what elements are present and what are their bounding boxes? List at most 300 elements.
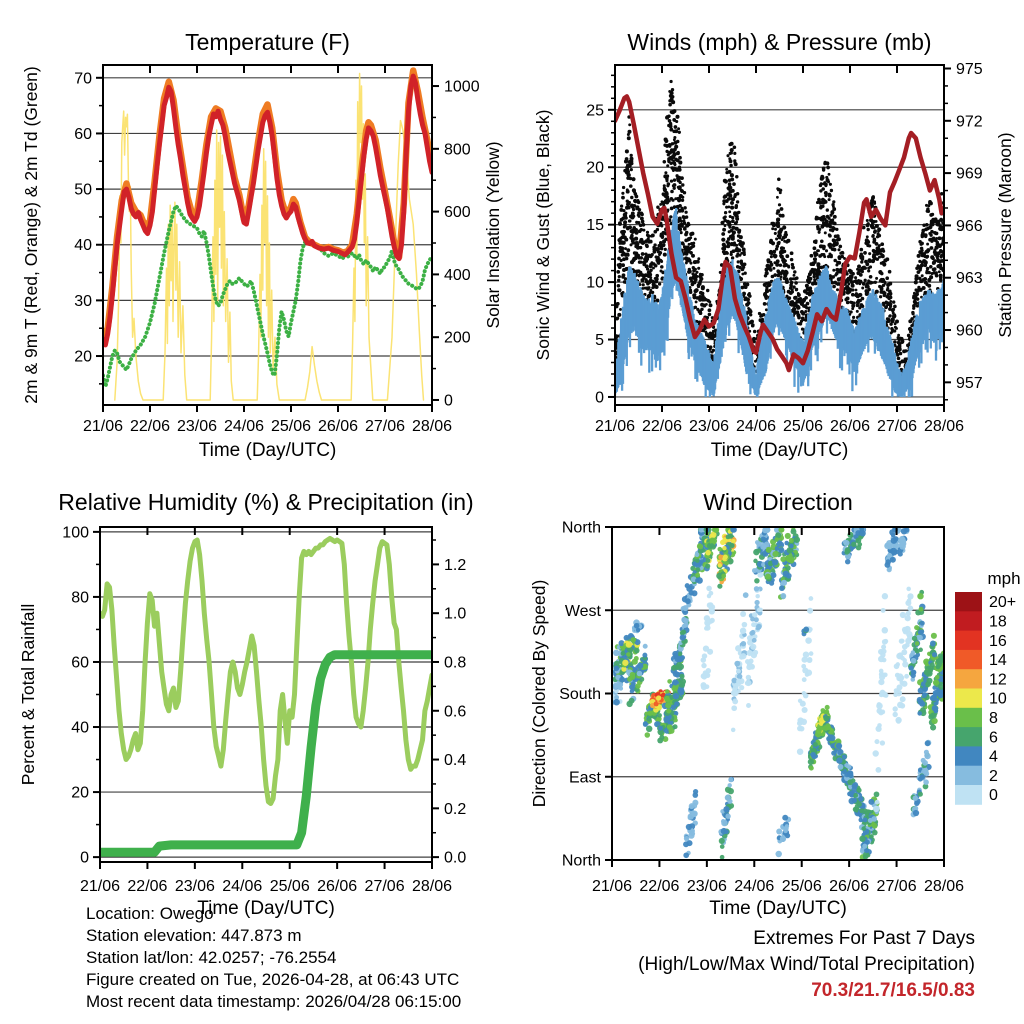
gust-dot (865, 262, 869, 266)
direction-dot (915, 649, 920, 654)
gust-dot (733, 152, 736, 155)
gust-dot (691, 232, 695, 236)
gust-dot (706, 289, 709, 292)
gust-dot (680, 176, 684, 180)
gust-dot (915, 292, 919, 296)
direction-dot (778, 547, 784, 553)
gust-dot (622, 186, 625, 189)
gust-dot (621, 192, 624, 195)
gust-dot (670, 80, 673, 83)
gust-dot (616, 316, 619, 319)
direction-dot (868, 799, 874, 805)
direction-dot (879, 692, 884, 697)
gust-dot (869, 265, 872, 268)
direction-dot (740, 628, 746, 634)
direction-dot (810, 752, 816, 758)
direction-dot (667, 724, 673, 730)
gust-dot (641, 223, 645, 227)
direction-dot (813, 742, 818, 747)
gust-dot (864, 279, 867, 282)
gust-dot (868, 252, 871, 255)
gust-dot (679, 195, 682, 198)
direction-dot (797, 726, 803, 732)
y-tick-label-right: 969 (956, 165, 983, 183)
winds-pressure-chart (512, 0, 1024, 470)
gust-dot (664, 248, 667, 251)
gust-dot (630, 234, 634, 238)
gust-dot (730, 148, 734, 152)
gust-dot (697, 267, 700, 270)
y-tick-label-left: 15 (586, 217, 604, 235)
gust-dot (793, 274, 796, 277)
gust-dot (694, 268, 697, 271)
gust-dot (824, 194, 827, 197)
y-tick-label-right: 0.4 (444, 752, 467, 770)
gust-dot (783, 240, 786, 243)
direction-dot (665, 702, 671, 708)
gust-dot (866, 219, 869, 222)
gust-dot (692, 242, 695, 245)
gust-dot (829, 183, 832, 186)
gust-dot (895, 320, 899, 324)
direction-dot (723, 554, 728, 559)
gust-dot (859, 273, 863, 277)
y-tick-label-left: 25 (586, 102, 604, 120)
direction-dot (843, 540, 847, 544)
x-tick-label: 25/06 (270, 418, 312, 435)
gust-dot (773, 254, 777, 258)
direction-dot (681, 617, 687, 623)
direction-dot (803, 651, 809, 657)
direction-dot (754, 600, 759, 605)
gust-dot (658, 253, 661, 256)
x-tick-label: 25/06 (782, 418, 824, 435)
gust-dot (785, 280, 789, 284)
gust-dot (640, 261, 643, 264)
direction-dot (883, 639, 888, 644)
gust-dot (863, 251, 867, 255)
direction-dot (881, 608, 886, 613)
gust-dot (670, 207, 674, 211)
direction-dot (630, 675, 635, 680)
direction-dot (693, 789, 698, 794)
gust-dot (619, 308, 622, 311)
x-tick-label: 28/06 (411, 878, 453, 895)
x-tick-label: 23/06 (176, 418, 218, 435)
direction-dot (755, 594, 759, 598)
x-tick-label: 27/06 (364, 418, 406, 435)
direction-dot (695, 559, 699, 563)
gust-dot (825, 224, 828, 227)
gust-dot (619, 208, 623, 212)
gust-dot (656, 205, 659, 208)
gust-dot (784, 231, 787, 234)
gust-dot (782, 225, 786, 229)
gust-dot (831, 203, 834, 206)
gust-dot (821, 176, 824, 179)
gust-dot (778, 203, 781, 206)
gust-dot (835, 282, 838, 285)
gust-dot (682, 215, 685, 218)
y-tick-label-left: 5 (595, 332, 604, 350)
gust-dot (627, 206, 631, 210)
gust-dot (868, 281, 872, 285)
direction-dot (679, 681, 685, 687)
chart-title: Relative Humidity (%) & Precipitation (in) (58, 489, 474, 515)
gust-dot (882, 250, 885, 253)
direction-dot (823, 715, 829, 721)
direction-dot (645, 732, 651, 738)
gust-dot (785, 254, 789, 258)
gust-dot (784, 259, 787, 262)
direction-dot (730, 543, 735, 548)
gust-dot (940, 254, 943, 257)
gust-dot (928, 200, 932, 204)
direction-dot (897, 673, 903, 679)
gust-dot (821, 216, 824, 219)
gust-dot (930, 246, 934, 250)
direction-dot (803, 626, 809, 632)
gust-dot (619, 263, 622, 266)
gust-dot (929, 234, 932, 237)
gust-dot (637, 256, 641, 260)
plot-frame (100, 527, 432, 862)
direction-dot (878, 656, 885, 663)
gust-dot (664, 137, 668, 141)
direction-dot (802, 677, 807, 682)
gust-dot (726, 241, 730, 245)
direction-dot (681, 630, 686, 635)
gust-dot (634, 237, 638, 241)
gust-dot (670, 197, 673, 200)
gust-dot (642, 263, 646, 267)
gust-dot (671, 95, 675, 99)
gust-dot (678, 166, 681, 169)
y-tick-label-right: 600 (444, 204, 471, 222)
gust-dot (893, 305, 897, 309)
direction-dot (802, 707, 808, 713)
direction-dot (900, 696, 906, 702)
direction-dot (845, 559, 850, 564)
gust-dot (765, 308, 768, 311)
direction-dot (705, 625, 711, 631)
gust-dot (737, 211, 740, 214)
gust-dot (780, 246, 784, 250)
gust-dot (628, 201, 631, 204)
direction-dot (893, 536, 898, 541)
gust-dot (773, 273, 777, 277)
direction-dot (752, 638, 757, 643)
gust-dot (888, 302, 891, 305)
direction-dot (780, 593, 786, 599)
gust-dot (641, 220, 645, 224)
gust-dot (638, 208, 642, 212)
gust-dot (637, 269, 641, 273)
gust-dot (668, 145, 671, 148)
gust-dot (736, 192, 740, 196)
direction-dot (705, 564, 710, 569)
gust-dot (879, 295, 882, 298)
gust-dot (688, 268, 691, 271)
direction-dot (908, 606, 914, 612)
gust-dot (670, 158, 673, 161)
gust-dot (794, 281, 798, 285)
direction-dot (782, 815, 788, 821)
gust-dot (689, 289, 692, 292)
direction-dot (925, 740, 931, 746)
gust-dot (765, 288, 769, 292)
gust-dot (671, 88, 674, 91)
direction-dot (775, 851, 781, 857)
gust-dot (787, 296, 791, 300)
gust-dot (808, 293, 811, 296)
gust-dot (737, 239, 740, 242)
direction-dot (749, 631, 754, 636)
gust-dot (790, 258, 794, 262)
gust-dot (649, 276, 652, 279)
gust-dot (874, 229, 877, 232)
gust-dot (646, 231, 649, 234)
direction-dot (915, 641, 920, 646)
gust-dot (726, 154, 729, 157)
x-tick-label: 24/06 (735, 418, 777, 435)
x-tick-label: 26/06 (317, 878, 358, 895)
gust-dot (742, 266, 745, 269)
direction-dot (731, 705, 737, 711)
direction-dot (637, 663, 643, 669)
gust-dot (873, 250, 876, 253)
direction-dot (913, 795, 919, 801)
gust-dot (656, 247, 660, 251)
gust-dot (750, 320, 754, 324)
direction-dot (761, 536, 766, 541)
direction-dot (630, 637, 636, 643)
gust-dot (938, 225, 941, 228)
gust-dot (680, 220, 683, 223)
gust-dot (736, 200, 739, 203)
direction-dot (855, 538, 861, 544)
gust-dot (938, 264, 942, 268)
gust-dot (647, 237, 650, 240)
gust-dot (703, 297, 706, 300)
direction-dot (856, 545, 861, 550)
gust-dot (816, 201, 819, 204)
gust-dot (919, 241, 922, 244)
gust-dot (670, 92, 673, 95)
direction-dot (875, 800, 880, 805)
gust-dot (735, 175, 738, 178)
gust-dot (877, 234, 881, 238)
direction-dot (630, 689, 634, 693)
gust-dot (675, 115, 679, 119)
direction-dot (613, 666, 619, 672)
direction-dot (789, 538, 794, 543)
direction-dot (887, 544, 892, 549)
gust-dot (889, 295, 893, 299)
gust-dot (839, 252, 842, 255)
gust-dot (635, 254, 638, 257)
direction-dot (720, 855, 725, 860)
direction-dot (851, 542, 856, 547)
direction-dot (893, 712, 898, 717)
gust-dot (837, 248, 840, 251)
gust-dot (729, 152, 732, 155)
gust-dot (802, 305, 805, 308)
direction-dot (690, 831, 695, 836)
gust-dot (813, 280, 816, 283)
gust-dot (728, 179, 732, 183)
gust-dot (730, 201, 734, 205)
direction-dot (765, 573, 771, 579)
gust-dot (626, 170, 630, 174)
gust-dot (777, 178, 781, 182)
direction-dot (753, 650, 758, 655)
gust-dot (852, 316, 855, 319)
direction-dot (706, 558, 711, 563)
y-tick-label-left: 100 (62, 524, 89, 542)
y-tick-label-right: 400 (444, 266, 471, 284)
direction-dot (613, 699, 620, 706)
gust-dot (917, 254, 921, 258)
gust-dot (663, 184, 666, 187)
gust-dot (634, 228, 638, 232)
y-tick-label-right: 1.0 (444, 605, 467, 623)
gust-dot (694, 278, 698, 282)
direction-dot (868, 818, 873, 823)
gust-dot (913, 301, 917, 305)
gust-dot (821, 187, 825, 191)
gust-dot (878, 248, 882, 252)
gust-dot (621, 242, 624, 245)
direction-dot (882, 593, 888, 599)
direction-dot (656, 695, 661, 700)
gust-dot (790, 281, 794, 285)
gust-dot (737, 260, 740, 263)
x-tick-label: 28/06 (923, 418, 965, 435)
direction-dot (900, 537, 905, 542)
direction-dot (721, 820, 728, 827)
gust-dot (919, 268, 922, 271)
gust-dot (885, 276, 889, 280)
gust-dot (730, 253, 733, 256)
gust-dot (882, 262, 886, 266)
direction-dot (727, 799, 732, 804)
gust-dot (802, 299, 806, 303)
gust-dot (873, 226, 876, 229)
gust-dot (789, 277, 793, 281)
gust-dot (867, 269, 870, 272)
y-tick-label-right: 0.6 (444, 703, 467, 721)
gust-dot (856, 310, 859, 313)
gust-dot (797, 306, 801, 310)
series-group (100, 538, 432, 852)
gust-dot (832, 285, 836, 289)
gust-dot (676, 176, 680, 180)
gust-dot (702, 304, 706, 308)
gust-dot (626, 188, 629, 191)
gust-dot (851, 307, 854, 310)
gust-dot (666, 164, 669, 167)
gust-dot (661, 234, 665, 238)
gust-dot (628, 226, 632, 230)
gust-dot (748, 294, 751, 297)
direction-dot (634, 648, 640, 654)
gust-dot (683, 206, 686, 209)
gust-dot (642, 283, 645, 286)
gust-dot (774, 232, 777, 235)
direction-dot (673, 693, 679, 699)
gust-dot (623, 220, 627, 224)
direction-dot (685, 598, 691, 604)
direction-dot (807, 657, 813, 663)
gust-dot (878, 256, 881, 259)
direction-dot (780, 836, 786, 842)
direction-dot (709, 591, 714, 596)
y-tick-label-right: 0 (444, 392, 453, 410)
gust-dot (619, 249, 623, 253)
gust-dot (661, 201, 665, 205)
gust-dot (708, 300, 711, 303)
gust-dot (734, 205, 738, 209)
gust-dot (723, 195, 726, 198)
direction-dot (875, 726, 881, 732)
gust-dot (668, 119, 672, 123)
gust-dot (821, 205, 824, 208)
gust-dot (625, 157, 629, 161)
y-tick-label-left: 60 (71, 654, 89, 672)
gust-dot (877, 227, 881, 231)
gust-dot (928, 238, 932, 242)
gust-dot (849, 279, 852, 282)
gust-dot (783, 273, 787, 277)
gust-dot (629, 177, 632, 180)
gust-dot (776, 196, 779, 199)
direction-dot (892, 550, 897, 555)
gust-dot (635, 242, 639, 246)
x-tick-label: 23/06 (688, 418, 730, 435)
gust-dot (854, 294, 857, 297)
gust-dot (660, 265, 664, 269)
gust-dot (689, 236, 692, 239)
direction-dot (911, 673, 916, 678)
gust-dot (858, 293, 862, 297)
direction-dot (705, 550, 711, 556)
gust-dot (897, 338, 901, 342)
gust-dot (920, 252, 923, 255)
direction-dot (772, 559, 778, 565)
gust-dot (827, 193, 831, 197)
direction-dot (876, 703, 883, 710)
gust-dot (683, 220, 686, 223)
gust-dot (722, 243, 726, 247)
gust-dot (663, 253, 667, 257)
direction-dot (750, 617, 755, 622)
gust-dot (623, 213, 627, 217)
gust-dot (647, 271, 651, 275)
direction-dot (863, 817, 868, 822)
gust-dot (639, 246, 642, 249)
gust-dot (771, 227, 774, 230)
direction-dot (829, 735, 835, 741)
direction-dot (671, 705, 676, 710)
gust-dot (929, 265, 933, 269)
gust-dot (925, 256, 928, 259)
gust-dot (638, 229, 642, 233)
gust-dot (780, 207, 784, 211)
gust-dot (668, 103, 672, 107)
direction-dot (733, 685, 739, 691)
direction-dot (862, 844, 867, 849)
